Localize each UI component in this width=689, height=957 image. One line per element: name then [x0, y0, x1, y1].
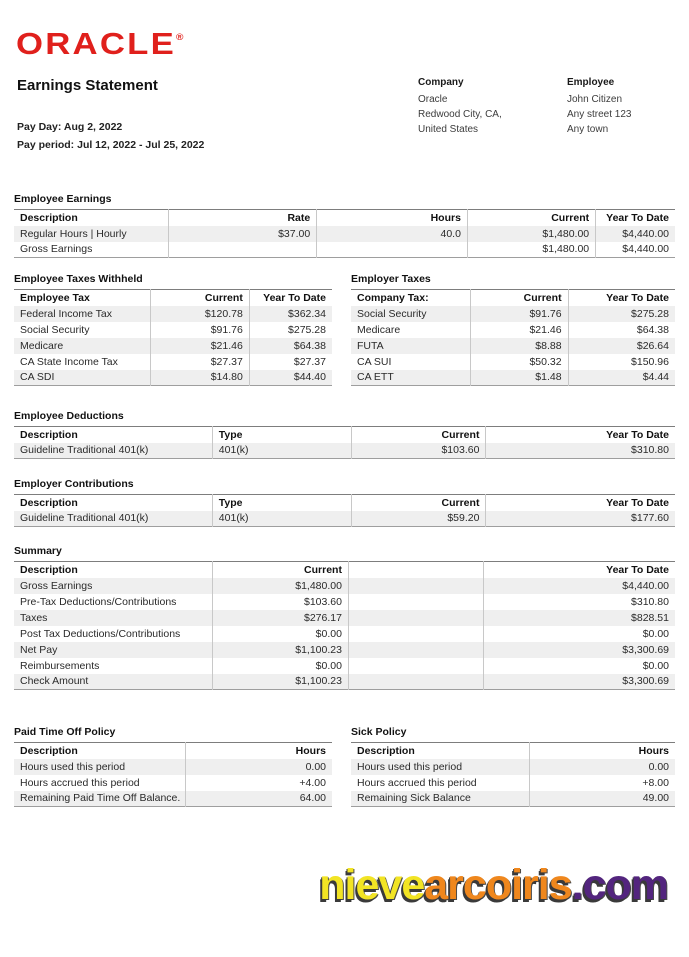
- table-cell: $44.40: [249, 370, 332, 386]
- employee-earnings-table: [14, 209, 675, 258]
- table-row: [14, 775, 332, 791]
- table-cell: $4,440.00: [596, 242, 675, 258]
- column-header: Current: [351, 495, 486, 511]
- table-cell: $21.46: [151, 338, 250, 354]
- table-cell: $14.80: [151, 370, 250, 386]
- table-cell: Check Amount: [20, 675, 89, 688]
- table-cell: Hours used this period: [357, 760, 463, 773]
- table-cell: CA SDI: [20, 371, 55, 384]
- column-header: Hours: [317, 210, 468, 226]
- table-cell: Taxes: [20, 611, 48, 624]
- table-header-row: [14, 290, 332, 306]
- table-cell: Federal Income Tax: [20, 307, 113, 320]
- column-header: Year To Date: [596, 210, 675, 226]
- table-cell: $21.46: [471, 322, 568, 338]
- table-cell: $310.80: [483, 594, 675, 610]
- column-header: Hours: [529, 743, 675, 759]
- table-cell: Hours used this period: [20, 760, 126, 773]
- table-cell: $1,100.23: [212, 642, 348, 658]
- table-header-row: [14, 743, 332, 759]
- table-cell: $27.37: [249, 354, 332, 370]
- section-employer-contributions: [14, 478, 675, 527]
- pay-day: Pay Day: Aug 2, 2022: [17, 121, 123, 133]
- table-cell: $1,480.00: [212, 578, 348, 594]
- column-header: Company Tax:: [351, 290, 471, 306]
- section-employer-taxes: [351, 273, 675, 386]
- oracle-logo: [16, 26, 183, 62]
- table-cell: Gross Earnings: [20, 243, 93, 256]
- table-cell: [348, 594, 483, 610]
- table-cell: CA State Income Tax: [20, 355, 118, 368]
- table-cell: $64.38: [568, 322, 675, 338]
- watermark-part2: arcoiris: [424, 861, 572, 909]
- table-row: [14, 594, 675, 610]
- table-row: [14, 226, 675, 242]
- table-cell: $4,440.00: [596, 226, 675, 242]
- section-employee-taxes: [14, 273, 332, 386]
- employee-deductions-table: [14, 426, 675, 459]
- table-cell: $3,300.69: [483, 674, 675, 690]
- company-country: United States: [418, 124, 479, 135]
- company-label: Company: [418, 77, 464, 88]
- table-cell: $27.37: [151, 354, 250, 370]
- employer-taxes-table: [351, 289, 675, 386]
- table-cell: Medicare: [20, 339, 64, 352]
- table-row: [14, 674, 675, 690]
- table-cell: 0.00: [529, 759, 675, 775]
- table-row: [14, 338, 332, 354]
- column-header: Type: [212, 427, 351, 443]
- summary-table: [14, 561, 675, 690]
- table-header-row: [351, 290, 675, 306]
- table-row: [14, 370, 332, 386]
- table-cell: Social Security: [20, 323, 90, 336]
- section-title: Employee Deductions: [14, 410, 124, 422]
- column-header: Current: [467, 210, 595, 226]
- table-cell: Guideline Traditional 401(k): [20, 444, 149, 457]
- table-cell: $0.00: [483, 658, 675, 674]
- table-cell: [348, 658, 483, 674]
- section-employee-earnings: [14, 193, 675, 258]
- table-cell: $4.44: [568, 370, 675, 386]
- table-row: [14, 443, 675, 459]
- section-title: Summary: [14, 545, 62, 557]
- column-header: Year To Date: [486, 495, 675, 511]
- table-cell: $3,300.69: [483, 642, 675, 658]
- column-header: Current: [212, 562, 348, 578]
- table-cell: $59.20: [351, 511, 486, 527]
- table-cell: $8.88: [471, 338, 568, 354]
- table-cell: 401(k): [212, 443, 351, 459]
- table-row: [351, 791, 675, 807]
- table-row: [14, 759, 332, 775]
- company-name: Oracle: [418, 94, 448, 105]
- column-header: Description: [14, 210, 168, 226]
- table-cell: $0.00: [212, 626, 348, 642]
- table-row: [351, 775, 675, 791]
- pto-policy-table: [14, 742, 332, 807]
- table-cell: Social Security: [357, 307, 427, 320]
- pay-period: Pay period: Jul 12, 2022 - Jul 25, 2022: [17, 139, 205, 151]
- section-title: Employer Contributions: [14, 478, 134, 490]
- table-row: [14, 610, 675, 626]
- table-cell: 40.0: [317, 226, 468, 242]
- table-row: [351, 759, 675, 775]
- table-cell: 49.00: [529, 791, 675, 807]
- section-policies: [14, 726, 675, 807]
- column-header: Year To Date: [483, 562, 675, 578]
- table-row: [14, 354, 332, 370]
- table-cell: $828.51: [483, 610, 675, 626]
- oracle-logo-text: ORACLE: [16, 26, 177, 61]
- table-cell: $1,480.00: [467, 242, 595, 258]
- column-header: Rate: [168, 210, 317, 226]
- table-cell: $177.60: [486, 511, 675, 527]
- table-header-row: [351, 743, 675, 759]
- table-cell: Reimbursements: [20, 659, 100, 672]
- table-cell: $1,100.23: [212, 674, 348, 690]
- table-cell: $1,480.00: [467, 226, 595, 242]
- employee-street: Any street 123: [567, 109, 632, 120]
- table-row: [351, 306, 675, 322]
- table-row: [14, 242, 675, 258]
- section-title: Paid Time Off Policy: [14, 726, 116, 738]
- section-title: Employer Taxes: [351, 273, 431, 285]
- table-cell: [348, 626, 483, 642]
- column-header: Description: [351, 743, 529, 759]
- table-row: [14, 306, 332, 322]
- table-row: [351, 370, 675, 386]
- employee-town: Any town: [567, 124, 609, 135]
- table-cell: Pre-Tax Deductions/Contributions: [20, 595, 177, 608]
- table-row: [351, 338, 675, 354]
- column-header: Year To Date: [249, 290, 332, 306]
- section-title: Employee Taxes Withheld: [14, 273, 143, 285]
- table-cell: [317, 242, 468, 258]
- table-cell: +4.00: [186, 775, 332, 791]
- section-taxes: [14, 273, 675, 386]
- table-cell: $0.00: [212, 658, 348, 674]
- table-cell: Regular Hours | Hourly: [20, 227, 127, 240]
- section-title: Sick Policy: [351, 726, 407, 738]
- section-employee-deductions: [14, 410, 675, 459]
- table-row: [14, 511, 675, 527]
- table-cell: $275.28: [568, 306, 675, 322]
- table-cell: Remaining Sick Balance: [357, 792, 471, 805]
- section-title: Employee Earnings: [14, 193, 112, 205]
- table-cell: $275.28: [249, 322, 332, 338]
- table-row: [14, 658, 675, 674]
- page-title: Earnings Statement: [17, 77, 158, 94]
- section-pto-policy: [14, 726, 332, 807]
- table-cell: $276.17: [212, 610, 348, 626]
- table-row: [14, 578, 675, 594]
- table-cell: Post Tax Deductions/Contributions: [20, 627, 181, 640]
- table-cell: 401(k): [212, 511, 351, 527]
- table-cell: Hours accrued this period: [20, 776, 140, 789]
- table-cell: CA SUI: [357, 355, 392, 368]
- table-cell: Guideline Traditional 401(k): [20, 512, 149, 525]
- table-header-row: [14, 562, 675, 578]
- table-header-row: [14, 427, 675, 443]
- company-city: Redwood City, CA,: [418, 109, 502, 120]
- sick-policy-table: [351, 742, 675, 807]
- table-cell: 64.00: [186, 791, 332, 807]
- table-cell: $26.64: [568, 338, 675, 354]
- table-row: [351, 322, 675, 338]
- table-row: [14, 791, 332, 807]
- table-cell: $91.76: [151, 322, 250, 338]
- column-header: Year To Date: [486, 427, 675, 443]
- column-header: Description: [14, 562, 212, 578]
- company-info: [418, 77, 502, 137]
- watermark-part1: nieve: [319, 861, 425, 909]
- table-cell: $91.76: [471, 306, 568, 322]
- table-cell: $64.38: [249, 338, 332, 354]
- table-cell: FUTA: [357, 339, 384, 352]
- table-row: [14, 626, 675, 642]
- registered-mark: ®: [176, 32, 184, 42]
- employee-label: Employee: [567, 77, 615, 88]
- column-header: Type: [212, 495, 351, 511]
- table-cell: 0.00: [186, 759, 332, 775]
- table-cell: $120.78: [151, 306, 250, 322]
- column-header: Year To Date: [568, 290, 675, 306]
- table-cell: [348, 674, 483, 690]
- column-header: [348, 562, 483, 578]
- watermark: [0, 861, 689, 910]
- section-summary: [14, 545, 675, 690]
- table-row: [14, 322, 332, 338]
- table-cell: [168, 242, 317, 258]
- table-cell: $362.34: [249, 306, 332, 322]
- table-row: [14, 642, 675, 658]
- table-cell: Net Pay: [20, 643, 58, 656]
- table-cell: CA ETT: [357, 371, 394, 384]
- table-cell: [348, 610, 483, 626]
- table-cell: +8.00: [529, 775, 675, 791]
- column-header: Description: [14, 427, 212, 443]
- table-cell: Medicare: [357, 323, 401, 336]
- table-cell: $103.60: [212, 594, 348, 610]
- employee-taxes-table: [14, 289, 332, 386]
- table-cell: Gross Earnings: [20, 579, 93, 592]
- column-header: Current: [151, 290, 250, 306]
- table-cell: $103.60: [351, 443, 486, 459]
- table-cell: $310.80: [486, 443, 675, 459]
- table-header-row: [14, 495, 675, 511]
- table-cell: $1.48: [471, 370, 568, 386]
- table-cell: [348, 642, 483, 658]
- watermark-part3: .com: [571, 861, 668, 909]
- column-header: Employee Tax: [14, 290, 151, 306]
- table-header-row: [14, 210, 675, 226]
- employee-name: John Citizen: [567, 94, 623, 105]
- column-header: Current: [351, 427, 486, 443]
- employer-contributions-table: [14, 494, 675, 527]
- table-cell: $150.96: [568, 354, 675, 370]
- table-cell: $50.32: [471, 354, 568, 370]
- table-cell: [348, 578, 483, 594]
- table-row: [351, 354, 675, 370]
- table-cell: $0.00: [483, 626, 675, 642]
- column-header: Description: [14, 743, 186, 759]
- table-cell: $4,440.00: [483, 578, 675, 594]
- column-header: Current: [471, 290, 568, 306]
- employee-info: [567, 77, 631, 137]
- section-sick-policy: [351, 726, 675, 807]
- column-header: Description: [14, 495, 212, 511]
- table-cell: Remaining Paid Time Off Balance.: [20, 792, 181, 805]
- table-cell: $37.00: [168, 226, 317, 242]
- column-header: Hours: [186, 743, 332, 759]
- table-cell: Hours accrued this period: [357, 776, 477, 789]
